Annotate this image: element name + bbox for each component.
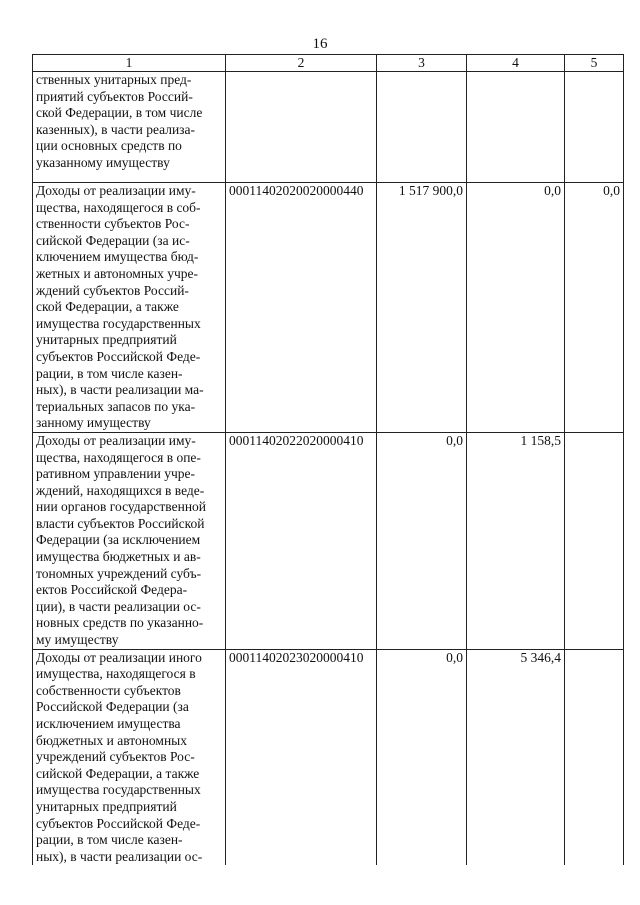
row-col5-cell xyxy=(565,649,624,865)
row-code-cell: 00011402020020000440 xyxy=(226,183,377,433)
column-header: 4 xyxy=(467,55,565,72)
row-code-cell: 00011402023020000410 xyxy=(226,649,377,865)
row-col3-cell: 1 517 900,0 xyxy=(377,183,467,433)
column-header: 3 xyxy=(377,55,467,72)
row-name-cell: Доходы от реализации иму- щества, находящегося в опе- ративном управлении учре- ждений, находящихся в веде- нии органов государственной власти субъектов Российской Федерации (за исключением имущества бюджетных и ав- тономных учреждений субъ- ектов Российской Федера- ции), в части реализации ос- новных средств по указанно- му имуществу xyxy=(33,432,226,649)
row-col5-cell xyxy=(565,432,624,649)
column-header: 5 xyxy=(565,55,624,72)
row-name-cell: Доходы от реализации иму- щества, находящегося в соб- ственности субъектов Рос- сийской Федерации (за ис- ключением имущества бюд- жетных и автономных учре- ждений субъектов Россий- ской Федерации, а также имущества государственных унитарных предприятий субъектов Российской Феде- рации, в том числе казен- ных), в части реализации ма- териальных запасов по ука- занному имуществу xyxy=(33,183,226,433)
table-row xyxy=(33,649,624,865)
row-name-cell: ственных унитарных пред- приятий субъектов Россий- ской Федерации, в том числе казенных), в части реализа- ции основных средств по указанному имуществу xyxy=(33,72,226,183)
row-col4-cell: 1 158,5 xyxy=(467,432,565,649)
column-header: 1 xyxy=(33,55,226,72)
row-code-cell xyxy=(226,72,377,183)
row-col3-cell: 0,0 xyxy=(377,649,467,865)
table-row xyxy=(33,183,624,433)
row-col3-cell: 0,0 xyxy=(377,432,467,649)
row-code-cell: 00011402022020000410 xyxy=(226,432,377,649)
table-row xyxy=(33,72,624,183)
table-header-row xyxy=(33,55,624,72)
row-col5-cell: 0,0 xyxy=(565,183,624,433)
table-row xyxy=(33,432,624,649)
row-col3-cell xyxy=(377,72,467,183)
budget-table xyxy=(32,54,624,865)
row-col4-cell: 0,0 xyxy=(467,183,565,433)
row-col4-cell: 5 346,4 xyxy=(467,649,565,865)
row-col5-cell xyxy=(565,72,624,183)
row-col4-cell xyxy=(467,72,565,183)
page-number: 16 xyxy=(312,36,328,52)
row-name-cell: Доходы от реализации иного имущества, находящегося в собственности субъектов Российской Федерации (за исключением имущества бюджетных и автономных учреждений субъектов Рос- сийской Федерации, а также имущества государственных унитарных предприятий субъектов Российской Феде- рации, в том числе казен- ных), в части реализации ос- xyxy=(33,649,226,865)
column-header: 2 xyxy=(226,55,377,72)
